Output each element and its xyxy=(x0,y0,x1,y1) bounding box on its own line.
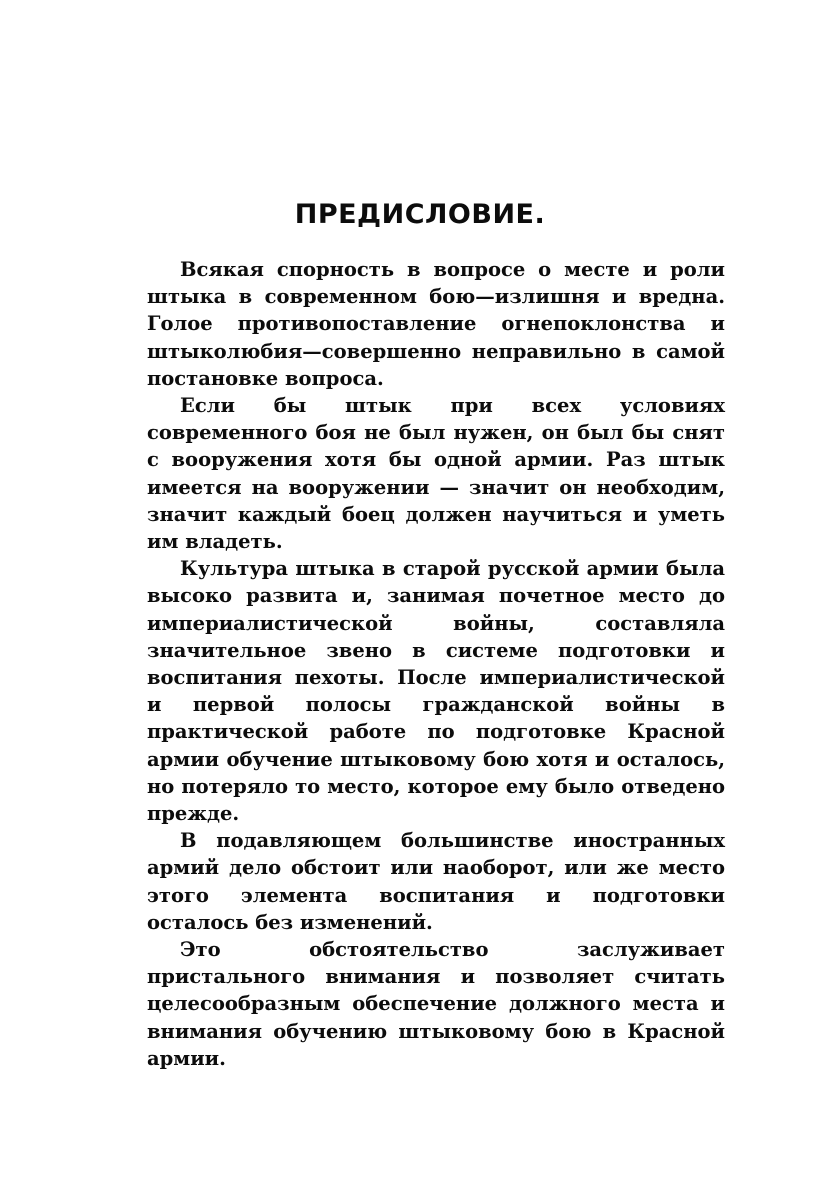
page-title: ПРЕДИСЛОВИЕ. xyxy=(294,199,546,230)
paragraph-5: Это обстоятельство заслуживает пристального внимания и позволяет считать целесообразным обеспечение должного места и внимания обучению штыковому бою в Красной армии. xyxy=(147,938,725,1070)
paragraph-3: Культура штыка в старой русской армии была высоко развита и, занимая почетное место до империалистической войны, составляла значительное звено в системе подготовки и воспитания пехоты. После империалистической и первой полосы гражданской войны в практической работе по подготовке Красной армии обучение штыковому бою хотя и осталось, но потеряло то место, которое ему было отведено прежде. xyxy=(147,557,725,826)
paragraph-1: Всякая спорность в вопросе о месте и роли штыка в современном бою—излишня и вредна. Голое противопоставление огнепоклонства и штыколюбия—совершенно неправильно в самой постановке вопроса. xyxy=(147,258,725,390)
paragraph-4: В подавляющем большинстве иностранных армий дело обстоит или наоборот, или же место этого элемента воспитания и подготовки осталось без изменений. xyxy=(147,829,725,934)
paragraph-2: Если бы штык при всех условиях современного боя не был нужен, он был бы снят с вооружения хотя бы одной армии. Раз штык имеется на вооружении — значит он необходим, значит каждый боец должен научиться и уметь им владеть. xyxy=(147,394,725,554)
body-text xyxy=(147,256,725,1072)
